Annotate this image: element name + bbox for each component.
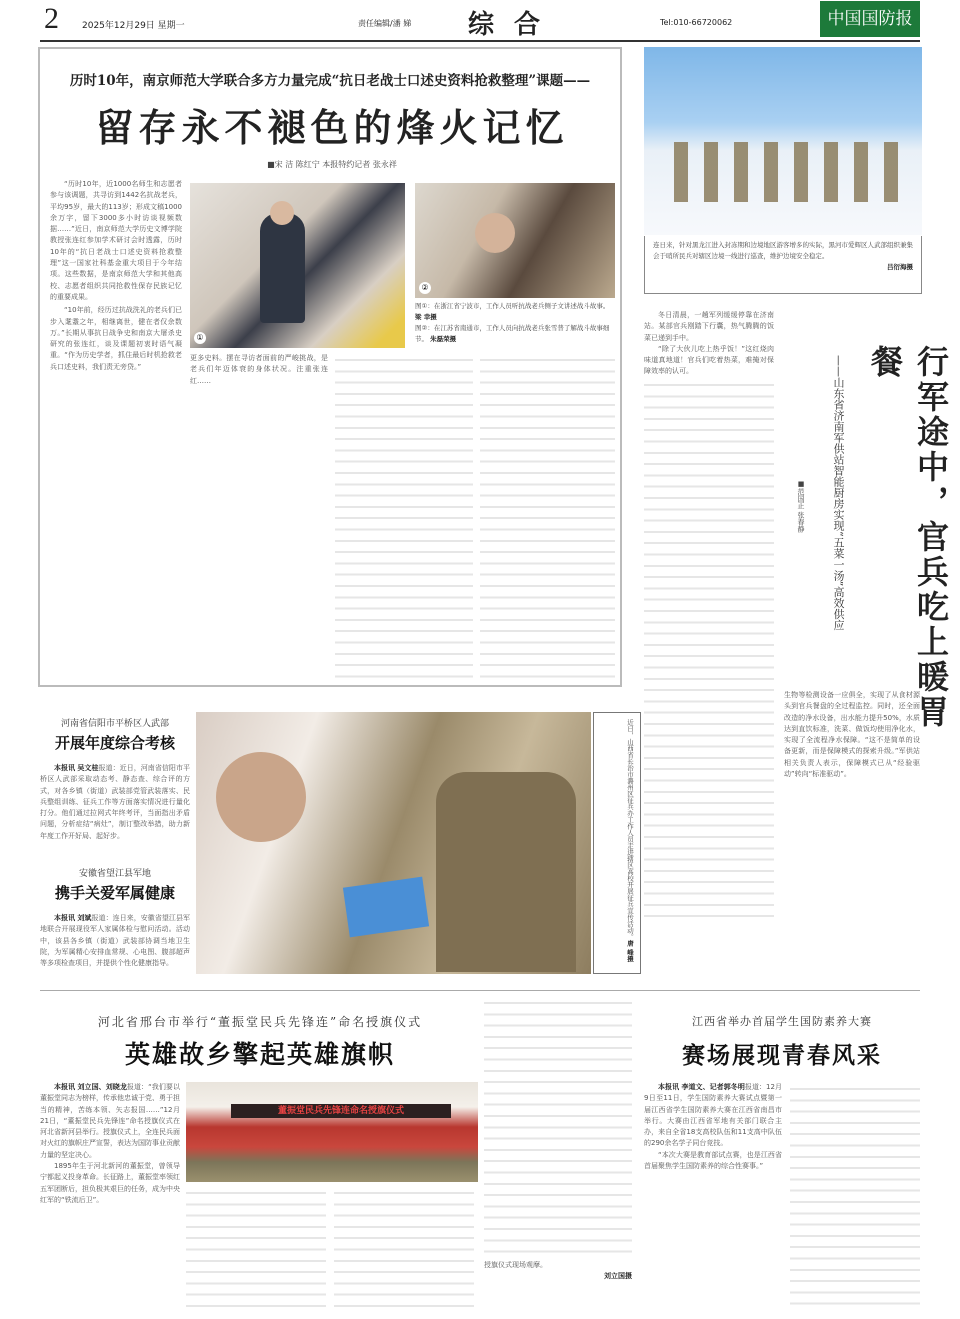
- lead-paragraph: 冬日清晨，一趟军列缓缓停靠在济南站。某部官兵刚踏下行囊，热气腾腾的饭菜已递到手中。: [644, 311, 774, 342]
- photo-credit: 吕衍海摄: [887, 263, 913, 271]
- brief-body: [40, 763, 190, 859]
- editor-credit: 责任编辑/潘 娣: [358, 19, 412, 28]
- article-headline-vertical: 行军途中，官兵吃上暖胃餐: [866, 345, 950, 730]
- photo-credit: 唐 峰摄: [626, 940, 634, 962]
- brief-author: 刘斌: [77, 914, 92, 922]
- article-kicker: 历时10年，南京师范大学联合多方力量完成“抗日老战士口述史资料抢救整理”课题——: [69, 73, 591, 89]
- article-column: [644, 1082, 782, 1312]
- caption-line-2: 图②：在江苏省南通市，工作人员向抗战老兵张雪普了解战斗故事细节。: [415, 324, 610, 343]
- recruitment-photo: [196, 712, 591, 974]
- article-credit: 本报讯: [54, 1083, 76, 1091]
- telephone: Tel:010-66720062: [660, 18, 733, 27]
- section-divider: [40, 990, 920, 991]
- article-subtitle-vertical: ——山东省济南军供站智能厨房实现“五菜一汤”高效供应: [832, 355, 845, 631]
- brief-credit: 本报讯: [54, 764, 76, 772]
- article-text-block: [334, 1186, 474, 1312]
- student-face: [216, 752, 306, 842]
- brief-credit: 本报讯: [54, 914, 76, 922]
- brief-kicker: 河南省信阳市平桥区人武部: [60, 719, 169, 729]
- veteran-photo-1: [190, 183, 405, 348]
- article-text-block: [186, 1186, 326, 1312]
- photo-credit: 梁 幸摄: [415, 313, 437, 321]
- photo-caption: [415, 301, 615, 345]
- veteran-photo-2: [415, 183, 615, 298]
- article-text-block: [484, 996, 632, 1256]
- article-text-block: [644, 378, 774, 918]
- article-column-text: [335, 353, 473, 683]
- article-column-text: [480, 353, 615, 683]
- ceremony-photo: [186, 1082, 478, 1182]
- article-column: [50, 179, 182, 679]
- paragraph: 生物等检测设备一应俱全，实现了从食材源头到官兵餐盘的全过程监控。同时，还全面改造的净水设备，出水能力提升50%，水质达到直饮标准，洗菜、做饭均使用净化水，实现了全流程净水保障。“这不是简单的设备更新，而是保障模式的探索升级。”军供站相关负责人表示，保障模式已从“经验驱动”转向“标准驱动”。: [784, 691, 920, 779]
- article-headline: 英雄故乡擎起英雄旗帜: [124, 1040, 395, 1069]
- article-kicker: 河北省邢台市举行“董振堂民兵先锋连”命名授旗仪式: [97, 1015, 423, 1029]
- brief-text: 报道：连日来，安徽省望江县军地联合开展现役军人家属体检与慰问活动。活动中，该县各乡镇（街道）武装部协调当地卫生院，为军属精心安排血常规、心电图、腹部超声等多项检查项目，并提供个性化健康指导。: [40, 914, 190, 968]
- article-byline: ■宋 洁 陈红宁 本报特约记者 张永祥: [267, 160, 397, 169]
- border-photo-caption: [644, 236, 922, 294]
- article-column: [644, 310, 774, 980]
- paragraph: “10年前，经历过抗战洗礼的老兵们已步入耄耋之年，相继离世，健在者仅余数万。”长期从事抗日战争史和南京大屠杀史研究的张连红，谈及课题初衷时语气凝重。“作为历史学者，抓住最后时机抢救老兵口述史料，我们责无旁贷。”: [50, 306, 182, 371]
- patrol-soldiers: [674, 142, 904, 202]
- issue-date: 2025年12月29日 星期一: [82, 21, 185, 31]
- caption-text: 连日来，针对黑龙江进入封冻期和边境地区游客增多的实际，黑河市爱辉区人武部组织兼集会于哨所民兵对辖区边境一线进行巡查，维护边境安全稳定。: [653, 241, 913, 260]
- caption-line-1: 图①：在浙江省宁波市，工作人员听抗战老兵侧子文讲述战斗故事。: [415, 302, 610, 310]
- border-patrol-photo: [644, 47, 922, 235]
- photo-credit: 刘立国摄: [604, 1272, 632, 1281]
- veteran-figure: [260, 213, 305, 323]
- recruitment-photo-caption: [593, 712, 641, 974]
- article-author: 李道文、记者郭冬明: [681, 1083, 745, 1091]
- lead-article: [38, 47, 622, 687]
- paragraph: “除了大伙儿吃上热乎饭！”这红烧肉味道真地道！官兵们吃着热菜，难掩对保障效率的认可。: [644, 344, 774, 376]
- ceremony-banner: 董振堂民兵先锋连命名授旗仪式: [231, 1104, 451, 1118]
- page-number: 2: [44, 2, 59, 35]
- brochure: [343, 877, 429, 938]
- brief-body: [40, 913, 190, 977]
- soldier-figure: [436, 772, 576, 972]
- paragraph: 报道：“我们要以董振堂同志为榜样，传承他忠诚于党、勇于担当的精神，苦练本领、矢志报国……”12月21日，“董振堂民兵先锋连”命名授旗仪式在河北省新河县举行。授旗仪式上，全连民兵面对火红的旗帜庄严宣誓，表达为国防事业贡献力量的坚定决心。: [40, 1083, 180, 1159]
- veteran-head: [475, 213, 515, 253]
- paragraph: 更多史料。摆在寻访者面前的严峻挑战，是老兵们年迈体衰的身体状况。注重张连红……: [190, 354, 328, 385]
- brief-headline: 开展年度综合考核: [54, 734, 175, 752]
- article-kicker: 江西省举办首届学生国防素养大赛: [692, 1015, 872, 1028]
- article-column: [784, 690, 920, 980]
- veteran-head: [270, 201, 294, 225]
- photo-number-badge: ①: [194, 332, 206, 344]
- article-author: 刘立国、刘晓龙: [77, 1083, 127, 1091]
- brief-kicker: 安徽省望江县军地: [78, 869, 151, 879]
- lead-paragraph: “历时10年，近1000名师生和志愿者参与该调题，共寻访到1442名抗战老兵，平均95岁，最大的113岁；形成文稿1000余万字，留下3000多小时访谈视频数据……”近日，南京师范大学历史文博学院教授张连红参加学术研讨会时透露，历时10年的“抗日老战士口述史资料抢救整理”这一国家社科基金重大项目于今年结项。这些数据，是南京师范大学和其他高校、志愿者组织共同抢救性保存民族记忆的重要成果。: [50, 180, 182, 301]
- article-tail: [484, 1260, 632, 1290]
- brief-headline: 携手关爱军属健康: [54, 884, 175, 902]
- article-headline: 留存永不褪色的烽火记忆: [95, 106, 569, 150]
- article-credit: 本报讯: [658, 1083, 680, 1091]
- paragraph: “本次大赛是教育部试点赛，也是江西省首届聚焦学生国防素养的综合性赛事。”: [644, 1150, 782, 1171]
- article-text-block: [790, 1082, 920, 1312]
- paragraph: 授旗仪式现场观摩。: [484, 1261, 547, 1269]
- article-column: [190, 353, 328, 683]
- brief-author: 吴文桂: [77, 764, 99, 772]
- paragraph: 1895年生于河北新河的董振堂，曾领导宁都起义投身革命。长征路上，董振堂率领红五军团断后，担负极其艰巨的任务，成为中央红军的“铁流后卫”。: [40, 1162, 180, 1204]
- photo-number-badge: ②: [419, 282, 431, 294]
- paragraph: 报道：12月9日至11日，学生国防素养大赛试点暨第一届江西省学生国防素养大赛在江西省南昌市举行。大赛由江西省军地有关部门联合主办，来自全省18支高校队伍和11支高中队伍的290余名学子同台竞技。: [644, 1083, 782, 1148]
- article-column: [40, 1082, 180, 1312]
- article-headline: 赛场展现青春风采: [682, 1043, 882, 1069]
- newspaper-logo: 中国国防报: [820, 1, 920, 37]
- masthead: [40, 0, 920, 42]
- article-byline: ■范国正 张春静: [797, 480, 805, 533]
- photo-credit: 朱磊荣摄: [430, 335, 457, 343]
- caption-text: 近日，山西省长治市潞州区征兵办工作人员走进辖区高校开展征兵宣传活动。: [626, 719, 634, 940]
- brief-text: 报道：近日，河南省信阳市平桥区人武部采取动态考、静态查、综合评的方式，对各乡镇（街道）武装部党管武装落实、民兵整组训练、征兵工作等方面落实情况进行量化打分。他们通过拉网式年终考评，当面指出矛盾问题，分析症结“病灶”，制订整改举措，助力新年度工作开好局、起好步。: [40, 764, 190, 840]
- section-title: 综合: [468, 10, 561, 40]
